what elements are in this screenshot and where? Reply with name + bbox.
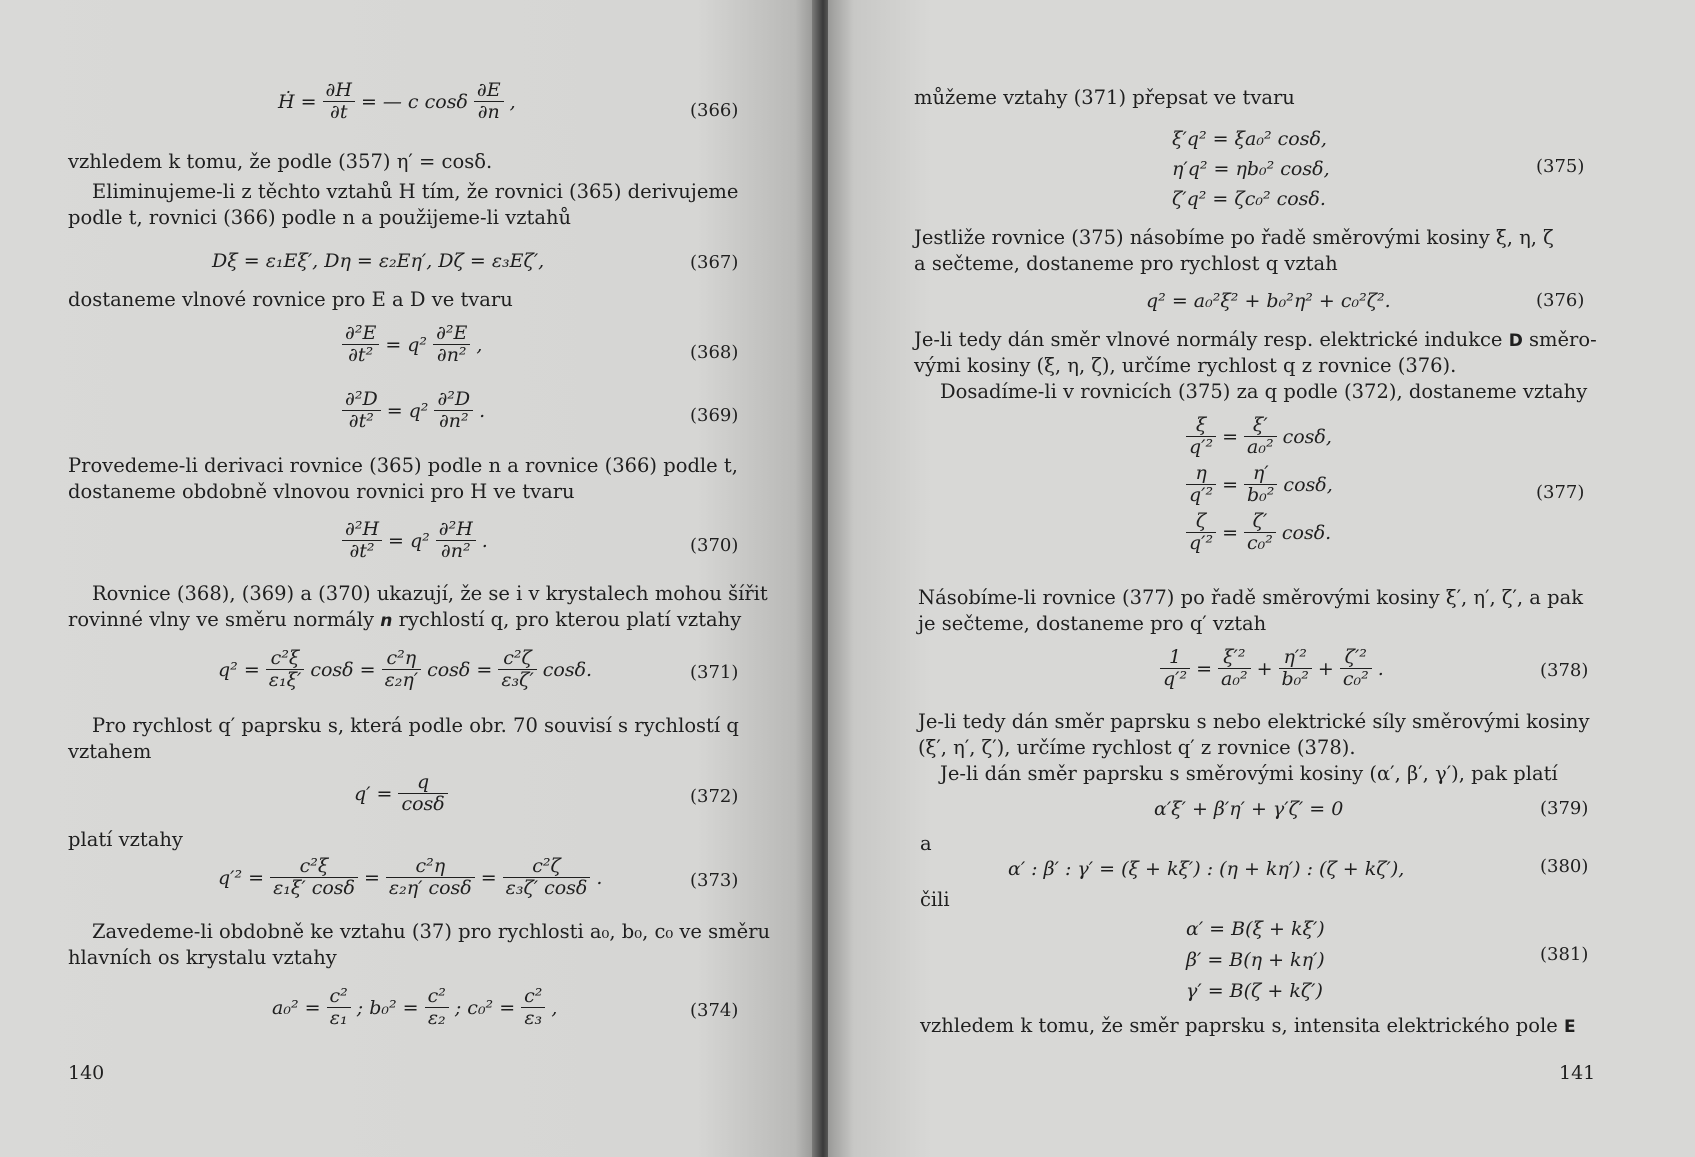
equation-number: (379) — [1540, 798, 1589, 819]
paragraph — [914, 326, 1597, 355]
numerator: c² — [524, 985, 543, 1007]
equation-376: q² = a₀²ξ² + b₀²η² + c₀²ζ². — [1146, 290, 1391, 312]
equation-370 — [340, 518, 488, 562]
denominator: c₀² — [1244, 532, 1276, 554]
page-number: 140 — [68, 1062, 105, 1084]
eq-part: cosδ. — [1281, 521, 1332, 544]
fraction — [1244, 511, 1276, 554]
page-number: 141 — [1559, 1062, 1596, 1084]
paragraph: Je-li tedy dán směr paprsku s nebo elektrické síly směrovými kosiny — [918, 710, 1590, 733]
numerator: η′² — [1283, 646, 1307, 668]
equation-number: (375) — [1536, 156, 1585, 177]
eq-part: + — [1256, 657, 1273, 680]
fraction — [266, 648, 305, 691]
eq-row — [1184, 511, 1331, 554]
fraction — [1244, 463, 1277, 506]
eq-part: = — [1222, 425, 1239, 448]
equation-number: (367) — [690, 252, 739, 273]
numerator: ζ — [1195, 510, 1207, 532]
numerator: c²η — [386, 647, 417, 669]
equation-378 — [1158, 646, 1384, 690]
equation-number: (374) — [690, 1000, 739, 1021]
fraction — [342, 323, 379, 366]
eq-part: . — [596, 866, 603, 889]
paragraph: můžeme vztahy (371) přepsat ve tvaru — [914, 86, 1295, 109]
eq-row — [1184, 415, 1332, 458]
paragraph: a sečteme, dostaneme pro rychlost q vztah — [914, 252, 1338, 275]
denominator: ∂t² — [342, 410, 381, 432]
equation-367: Dξ = ε₁Eξ′, Dη = ε₂Eη′, Dζ = ε₃Eζ′, — [212, 250, 545, 272]
fraction — [425, 986, 449, 1029]
paragraph: Provedeme-li derivaci rovnice (365) podle n a rovnice (366) podle t, — [68, 454, 738, 477]
numerator: c²ζ — [503, 647, 532, 669]
right-page — [828, 0, 1695, 1157]
fraction — [1186, 511, 1216, 554]
eq-part: . — [479, 399, 486, 422]
paragraph: Eliminujeme-li z těchto vztahů H tím, že rovnici (365) derivujeme — [92, 180, 739, 203]
numerator: ζ′² — [1344, 646, 1367, 668]
fraction — [474, 80, 504, 123]
eq-part: ; c₀² = — [454, 996, 516, 1019]
equation-377 — [1184, 414, 1333, 554]
eq-part: = — [1196, 657, 1213, 680]
text-run: rovinné vlny ve směru normály — [68, 608, 375, 631]
denominator: q′² — [1186, 436, 1216, 458]
text-run: vzhledem k tomu, že směr paprsku s, intensita elektrického pole — [920, 1014, 1558, 1037]
fraction — [434, 389, 473, 432]
paragraph: Násobíme-li rovnice (377) po řadě směrovými kosiny ξ′, η′, ζ′, a pak — [918, 586, 1584, 609]
eq-part: , — [551, 996, 558, 1019]
denominator: ε₃ — [521, 1007, 545, 1029]
eq-part: ; b₀² = — [356, 996, 419, 1019]
numerator: ξ′² — [1223, 646, 1246, 668]
numerator: η′ — [1252, 462, 1269, 484]
eq-line: η′q² = ηb₀² cosδ, — [1172, 158, 1330, 180]
equation-375 — [1172, 124, 1330, 214]
denominator: ε₂ — [425, 1007, 449, 1029]
equation-number: (377) — [1536, 482, 1585, 503]
numerator: c²η — [415, 855, 446, 877]
fraction — [1186, 415, 1216, 458]
eq-part: = q² — [386, 399, 429, 422]
denominator: ∂t — [323, 101, 355, 123]
fraction — [1160, 647, 1190, 690]
connective-word: a — [920, 832, 932, 855]
numerator: ∂²D — [345, 388, 378, 410]
fraction — [270, 856, 358, 899]
paragraph: Zavedeme-li obdobně ke vztahu (37) pro rychlosti a₀, b₀, c₀ ve směru — [92, 920, 771, 943]
numerator: η — [1195, 462, 1207, 484]
numerator: ∂²D — [437, 388, 471, 410]
equation-number: (368) — [690, 342, 739, 363]
eq-part: . — [1377, 657, 1384, 680]
denominator: cosδ — [398, 793, 447, 815]
denominator: q′² — [1186, 484, 1216, 506]
denominator: ε₁ξ′ cosδ — [270, 877, 358, 899]
paragraph: (ξ′, η′, ζ′), určíme rychlost q′ z rovnice (378). — [918, 736, 1356, 759]
eq-part: cosδ = — [310, 658, 376, 681]
eq-line: ζ′q² = ζc₀² cosδ. — [1172, 188, 1326, 210]
eq-part: = q² — [385, 333, 428, 356]
paragraph: Pro rychlost q′ paprsku s, která podle obr. 70 souvisí s rychlostí q — [92, 714, 739, 737]
fraction — [498, 648, 536, 691]
fraction — [342, 519, 382, 562]
paragraph: Rovnice (368), (369) a (370) ukazují, že se i v krystalech mohou šířit — [92, 582, 768, 605]
denominator: ∂n — [474, 101, 504, 123]
text-run: Je-li tedy dán směr vlnové normály resp. elektrické indukce — [914, 328, 1503, 351]
equation-number: (372) — [690, 786, 739, 807]
text-run: rychlostí q, pro kterou platí vztahy — [398, 608, 742, 631]
paragraph: Je-li dán směr paprsku s směrovými kosiny (α′, β′, γ′), pak platí — [940, 762, 1558, 785]
paragraph: Jestliže rovnice (375) násobíme po řadě směrovými kosiny ξ, η, ζ — [914, 226, 1554, 249]
denominator: ε₁ξ′ — [266, 669, 305, 691]
numerator: ξ — [1195, 414, 1207, 436]
numerator: 1 — [1169, 646, 1182, 668]
left-page — [0, 0, 820, 1157]
paragraph: hlavních os krystalu vztahy — [68, 946, 337, 969]
equation-number: (369) — [690, 405, 739, 426]
equation-372 — [354, 772, 450, 815]
equation-366 — [278, 80, 516, 123]
eq-part: q′ = — [354, 782, 393, 805]
denominator: ε₃ζ′ cosδ — [503, 877, 591, 899]
denominator: b₀² — [1244, 484, 1277, 506]
equation-number: (378) — [1540, 660, 1589, 681]
numerator: ∂H — [325, 79, 352, 101]
equation-374 — [272, 986, 557, 1029]
fraction — [503, 856, 591, 899]
fraction — [398, 772, 447, 815]
eq-part: = — [1222, 473, 1239, 496]
eq-part: = — [480, 866, 497, 889]
denominator: q′² — [1186, 532, 1216, 554]
equation-number: (381) — [1540, 944, 1589, 965]
bold-symbol: E — [1563, 1017, 1576, 1037]
equation-number: (370) — [690, 535, 739, 556]
paragraph: dostaneme vlnové rovnice pro E a D ve tvaru — [68, 288, 513, 311]
eq-part: Ḣ = — [278, 90, 317, 113]
eq-line: β′ = B(η + kη′) — [1186, 949, 1325, 971]
numerator: ξ′ — [1252, 414, 1268, 436]
paragraph — [920, 1012, 1576, 1041]
eq-part: = — [1222, 521, 1239, 544]
denominator: ∂t² — [342, 540, 382, 562]
numerator: q — [416, 771, 430, 793]
eq-line: γ′ = B(ζ + kζ′) — [1186, 980, 1323, 1002]
fraction — [1279, 647, 1312, 690]
numerator: c²ξ — [299, 855, 329, 877]
denominator: b₀² — [1279, 668, 1312, 690]
denominator: ∂n² — [434, 410, 473, 432]
eq-part: , — [476, 333, 483, 356]
eq-part: cosδ = — [427, 658, 493, 681]
equation-number: (366) — [690, 100, 739, 121]
equation-379: α′ξ′ + β′η′ + γ′ζ′ = 0 — [1154, 798, 1344, 820]
fraction — [382, 648, 422, 691]
eq-row — [1184, 463, 1333, 506]
fraction — [521, 986, 545, 1029]
numerator: ∂E — [476, 79, 501, 101]
eq-part: q² = — [218, 658, 260, 681]
paragraph: vzhledem k tomu, že podle (357) η′ = cosδ. — [68, 150, 493, 173]
fraction — [1218, 647, 1251, 690]
paragraph — [68, 606, 741, 635]
numerator: ∂²E — [345, 322, 377, 344]
equation-number: (373) — [690, 870, 739, 891]
eq-part: , — [509, 90, 516, 113]
paragraph: je sečteme, dostaneme pro q′ vztah — [918, 612, 1267, 635]
denominator: ∂n² — [433, 344, 470, 366]
bold-symbol: D — [1508, 331, 1523, 351]
paragraph: dostaneme obdobně vlnovou rovnici pro H ve tvaru — [68, 480, 575, 503]
eq-part: = — c cosδ — [360, 90, 468, 113]
equation-369 — [340, 388, 485, 432]
equation-381 — [1186, 914, 1325, 1007]
numerator: c²ζ — [532, 855, 561, 877]
equation-380: α′ : β′ : γ′ = (ξ + kξ′) : (η + kη′) : (ζ + kζ′), — [1008, 858, 1405, 880]
denominator: ∂t² — [342, 344, 379, 366]
fraction — [342, 389, 381, 432]
fraction — [323, 80, 355, 123]
paragraph: vztahem — [68, 740, 152, 763]
eq-part: = q² — [388, 529, 430, 552]
fraction — [1340, 647, 1372, 690]
equation-373 — [218, 856, 602, 899]
fraction — [1244, 415, 1277, 458]
paragraph: podle t, rovnici (366) podle n a použijeme-li vztahů — [68, 206, 572, 229]
denominator: ε₁ — [327, 1007, 351, 1029]
numerator: ζ′ — [1252, 510, 1268, 532]
eq-part: + — [1317, 657, 1334, 680]
eq-part: cosδ, — [1283, 473, 1333, 496]
numerator: c² — [329, 985, 348, 1007]
numerator: ∂²H — [438, 518, 473, 540]
numerator: c² — [427, 985, 446, 1007]
fraction — [1186, 463, 1216, 506]
equation-number: (371) — [690, 662, 739, 683]
denominator: a₀² — [1244, 436, 1277, 458]
fraction — [433, 323, 470, 366]
text-run: směro- — [1529, 328, 1597, 351]
eq-part: = — [363, 866, 380, 889]
eq-line: α′ = B(ξ + kξ′) — [1186, 918, 1325, 940]
denominator: ∂n² — [436, 540, 476, 562]
fraction — [327, 986, 351, 1029]
paragraph: platí vztahy — [68, 828, 183, 851]
numerator: ∂²E — [436, 322, 468, 344]
denominator: ε₂η′ cosδ — [386, 877, 475, 899]
eq-part: cosδ, — [1282, 425, 1332, 448]
denominator: ε₂η′ — [382, 669, 422, 691]
equation-number: (380) — [1540, 856, 1589, 877]
eq-part: a₀² = — [272, 996, 321, 1019]
denominator: q′² — [1160, 668, 1190, 690]
denominator: a₀² — [1218, 668, 1251, 690]
numerator: ∂²H — [345, 518, 380, 540]
connective-word: čili — [920, 888, 950, 911]
equation-371 — [218, 648, 592, 691]
eq-part: . — [481, 529, 488, 552]
paragraph: Dosadíme-li v rovnicích (375) za q podle (372), dostaneme vztahy — [940, 380, 1588, 403]
equation-368 — [340, 322, 482, 366]
paragraph: vými kosiny (ξ, η, ζ), určíme rychlost q z rovnice (376). — [914, 354, 1457, 377]
bold-symbol: n — [380, 611, 393, 631]
denominator: c₀² — [1340, 668, 1372, 690]
fraction — [436, 519, 476, 562]
eq-part: q′² = — [218, 866, 265, 889]
eq-part: cosδ. — [542, 658, 593, 681]
equation-number: (376) — [1536, 290, 1585, 311]
numerator: c²ξ — [270, 647, 300, 669]
fraction — [386, 856, 475, 899]
denominator: ε₃ζ′ — [498, 669, 536, 691]
eq-line: ξ′q² = ξa₀² cosδ, — [1172, 128, 1327, 150]
